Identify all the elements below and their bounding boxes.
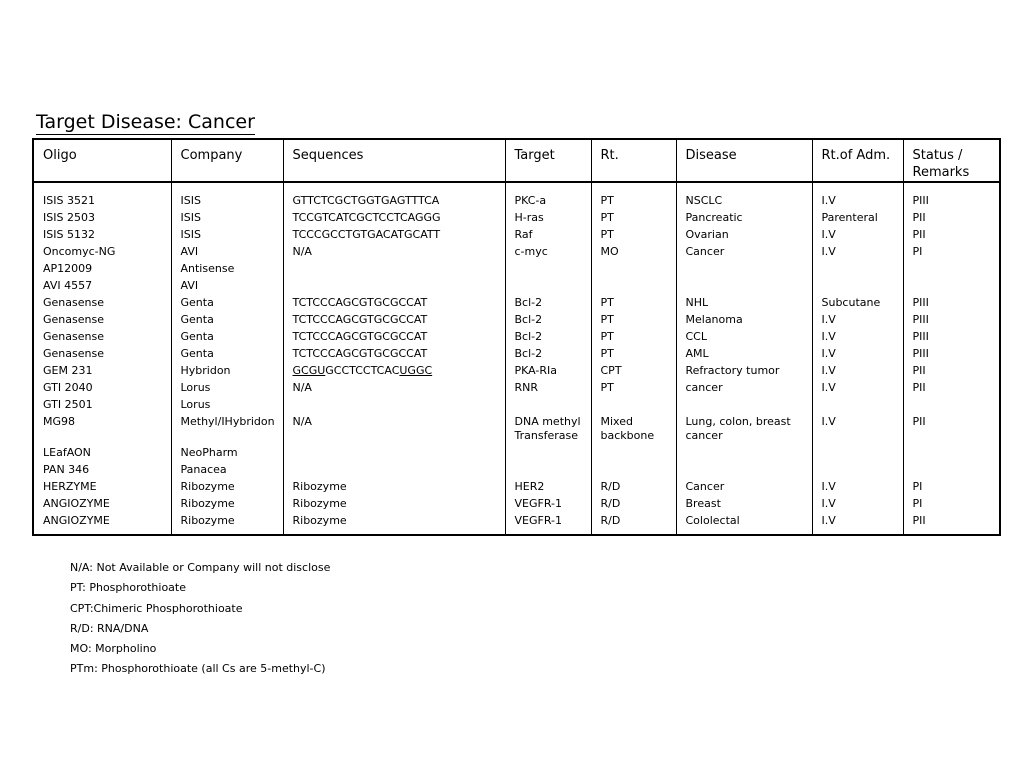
cell-oligo: MG98: [33, 412, 171, 443]
cell-oligo: Genasense: [33, 310, 171, 327]
cell-target: DNA methyl Transferase: [505, 412, 591, 443]
note-item: PT: Phosphorothioate: [70, 581, 186, 595]
cell-disease: Lung, colon, breast cancer: [676, 412, 812, 443]
cell-rt: PT: [591, 344, 676, 361]
cell-disease: [676, 395, 812, 412]
header-disease: Disease: [676, 139, 812, 182]
cell-status: PIII: [912, 296, 929, 309]
cell-target: Bcl-2: [505, 327, 591, 344]
table-row: [33, 208, 1000, 225]
table-row: [33, 327, 1000, 344]
cell-target: RNR: [505, 378, 591, 395]
cell-company: NeoPharm: [171, 443, 283, 460]
cell-sequence: TCTCCCAGCGTGCGCCAT: [283, 327, 505, 344]
abbreviation-notes: [70, 561, 330, 683]
cell-disease: Breast: [676, 494, 812, 511]
cell-status: PIII: [912, 347, 929, 360]
cell-sequence: TCTCCCAGCGTGCGCCAT: [283, 293, 505, 310]
cell-rt: PT: [591, 310, 676, 327]
cell-target: Bcl-2: [505, 293, 591, 310]
cell-disease: Refractory tumor: [676, 361, 812, 378]
note-item: N/A: Not Available or Company will not disclose: [70, 561, 331, 574]
cell-disease: NHL: [676, 293, 812, 310]
cell-company: Panacea: [171, 460, 283, 477]
cell-sequence: TCTCCCAGCGTGCGCCAT: [283, 310, 505, 327]
cell-status: PII: [912, 364, 926, 377]
cell-target: PKA-RIa: [505, 361, 591, 378]
cell-sequence: [283, 395, 505, 412]
cell-disease: Cancer: [676, 477, 812, 494]
cell-target: HER2: [505, 477, 591, 494]
cell-rt: R/D: [591, 511, 676, 535]
cell-disease: CCL: [676, 327, 812, 344]
cell-rt: [591, 276, 676, 293]
cell-company: Hybridon: [171, 361, 283, 378]
cell-disease: Pancreatic: [676, 208, 812, 225]
cell-oligo: GTI 2501: [33, 395, 171, 412]
cell-target: [505, 443, 591, 460]
cell-sequence: Ribozyme: [283, 494, 505, 511]
cell-target: [505, 460, 591, 477]
cell-target: H-ras: [505, 208, 591, 225]
cell-oligo: ANGIOZYME: [33, 494, 171, 511]
cell-company: Antisense: [171, 259, 283, 276]
table-row: [33, 276, 1000, 293]
cell-rt: MO: [591, 242, 676, 259]
cell-company: Genta: [171, 344, 283, 361]
cell-target: VEGFR-1: [505, 511, 591, 535]
cell-company: AVI: [171, 276, 283, 293]
cell-sequence: Ribozyme: [283, 511, 505, 535]
sequence-part: GCCTCCTCAC: [325, 364, 400, 377]
cell-disease: [676, 443, 812, 460]
header-sequences: Sequences: [283, 139, 505, 182]
cell-disease: Ovarian: [676, 225, 812, 242]
cell-rt: PT: [591, 191, 676, 208]
cell-company: Genta: [171, 293, 283, 310]
cell-rt: PT: [591, 225, 676, 242]
cell-rt-of-adm: Parenteral: [812, 208, 903, 225]
cell-sequence: [283, 443, 505, 460]
header-company: Company: [171, 139, 283, 182]
table-row: [33, 443, 1000, 460]
cell-oligo: GTI 2040: [33, 378, 171, 395]
cell-oligo: HERZYME: [33, 477, 171, 494]
cell-disease: [676, 259, 812, 276]
cell-rt: R/D: [591, 494, 676, 511]
cell-rt: [591, 259, 676, 276]
sequence-part: UGGC: [399, 364, 433, 377]
cell-company: AVI: [171, 242, 283, 259]
cell-target: VEGFR-1: [505, 494, 591, 511]
cell-rt: [591, 395, 676, 412]
cell-sequence: N/A: [283, 412, 505, 443]
oligo-table: [32, 138, 1001, 536]
table-row: [33, 293, 1000, 310]
cell-target: [505, 259, 591, 276]
cell-status: [903, 460, 1000, 477]
cell-rt-of-adm: [812, 259, 903, 276]
cell-status: PII: [912, 228, 926, 241]
cell-disease: Cololectal: [676, 511, 812, 535]
cell-disease: AML: [676, 344, 812, 361]
cell-rt-of-adm: I.V: [812, 242, 903, 259]
cell-rt-of-adm: I.V: [812, 477, 903, 494]
cell-company: Genta: [171, 327, 283, 344]
cell-rt: [591, 460, 676, 477]
cell-company: ISIS: [171, 191, 283, 208]
cell-rt: PT: [591, 378, 676, 395]
cell-rt: PT: [591, 208, 676, 225]
cell-rt: Mixed backbone: [591, 412, 676, 443]
cell-status: PIII: [912, 313, 929, 326]
cell-rt-of-adm: I.V: [812, 310, 903, 327]
cell-sequence: [283, 276, 505, 293]
note-item: MO: Morpholino: [70, 642, 157, 656]
table-row: [33, 310, 1000, 327]
cell-oligo: LEafAON: [33, 443, 171, 460]
cell-rt: CPT: [591, 361, 676, 378]
cell-company: ISIS: [171, 208, 283, 225]
header-status-remarks: Status / Remarks: [903, 139, 1000, 182]
table-row: [33, 412, 1000, 443]
cell-oligo: Oncomyc-NG: [33, 242, 171, 259]
cell-status: [903, 395, 1000, 412]
cell-sequence: GTTCTCGCTGGTGAGTTTCA: [283, 191, 505, 208]
cell-status: PII: [912, 211, 926, 224]
table-row: [33, 344, 1000, 361]
cell-status: PII: [912, 415, 926, 428]
cell-status: PI: [912, 245, 923, 258]
header-rt: Rt.: [591, 139, 676, 182]
cell-rt-of-adm: I.V: [812, 412, 903, 443]
cell-company: Lorus: [171, 378, 283, 395]
table-row: [33, 191, 1000, 208]
cell-sequence: TCCGTCATCGCTCCTCAGGG: [283, 208, 505, 225]
cell-status: PII: [912, 381, 926, 394]
cell-oligo: AVI 4557: [33, 276, 171, 293]
cell-status: PII: [912, 514, 926, 527]
cell-company: Lorus: [171, 395, 283, 412]
cell-disease: cancer: [676, 378, 812, 395]
cell-disease: [676, 460, 812, 477]
cell-rt: PT: [591, 293, 676, 310]
cell-sequence: N/A: [283, 242, 505, 259]
cell-rt-of-adm: I.V: [812, 494, 903, 511]
cell-status: [903, 276, 1000, 293]
cell-target: [505, 276, 591, 293]
cell-status: [903, 259, 1000, 276]
table-header-row: [33, 139, 1000, 182]
table-row: [33, 361, 1000, 378]
cell-sequence: TCCCGCCTGTGACATGCATT: [283, 225, 505, 242]
table-row: [33, 242, 1000, 259]
cell-rt-of-adm: I.V: [812, 327, 903, 344]
cell-oligo: Genasense: [33, 327, 171, 344]
cell-disease: Cancer: [676, 242, 812, 259]
cell-company: Ribozyme: [171, 511, 283, 535]
cell-rt-of-adm: I.V: [812, 511, 903, 535]
cell-sequence: TCTCCCAGCGTGCGCCAT: [283, 344, 505, 361]
cell-oligo: GEM 231: [33, 361, 171, 378]
cell-target: [505, 395, 591, 412]
cell-status: PI: [912, 480, 923, 493]
cell-sequence: Ribozyme: [283, 477, 505, 494]
table-row: [33, 395, 1000, 412]
cell-oligo: ISIS 5132: [33, 225, 171, 242]
cell-sequence: N/A: [283, 378, 505, 395]
cell-target: Bcl-2: [505, 344, 591, 361]
note-item: CPT:Chimeric Phosphorothioate: [70, 601, 243, 615]
note-item: PTm: Phosphorothioate (all Cs are 5-methyl-C): [70, 662, 326, 676]
table-row: [33, 460, 1000, 477]
cell-sequence: [283, 259, 505, 276]
cell-rt-of-adm: I.V: [812, 344, 903, 361]
cell-rt: PT: [591, 327, 676, 344]
sequence-part: GCGU: [292, 364, 326, 377]
page-title: Target Disease: Cancer: [36, 111, 255, 133]
header-rt-of-adm: Rt.of Adm.: [812, 139, 903, 182]
cell-target: Bcl-2: [505, 310, 591, 327]
cell-target: PKC-a: [505, 191, 591, 208]
cell-target: Raf: [505, 225, 591, 242]
note-item: R/D: RNA/DNA: [70, 621, 149, 635]
cell-oligo: ANGIOZYME: [33, 511, 171, 535]
cell-company: Ribozyme: [171, 477, 283, 494]
cell-rt-of-adm: I.V: [812, 378, 903, 395]
cell-rt-of-adm: [812, 443, 903, 460]
cell-rt-of-adm: [812, 460, 903, 477]
cell-company: Methyl/IHybridon: [171, 412, 283, 443]
cell-oligo: PAN 346: [33, 460, 171, 477]
cell-oligo: ISIS 2503: [33, 208, 171, 225]
cell-sequence: [283, 460, 505, 477]
cell-status: PIII: [912, 330, 929, 343]
cell-disease: Melanoma: [676, 310, 812, 327]
cell-rt: R/D: [591, 477, 676, 494]
cell-oligo: ISIS 3521: [33, 191, 171, 208]
cell-status: PI: [912, 497, 923, 510]
table-row: [33, 511, 1000, 535]
cell-oligo: Genasense: [33, 344, 171, 361]
cell-sequence: [283, 361, 505, 378]
cell-disease: [676, 276, 812, 293]
cell-rt-of-adm: [812, 395, 903, 412]
cell-company: Genta: [171, 310, 283, 327]
cell-target: c-myc: [505, 242, 591, 259]
header-oligo: Oligo: [33, 139, 171, 182]
table-row: [33, 378, 1000, 395]
cell-oligo: Genasense: [33, 293, 171, 310]
table-row: [33, 225, 1000, 242]
cell-status: [903, 443, 1000, 460]
table-row: [33, 494, 1000, 511]
cell-rt-of-adm: [812, 276, 903, 293]
cell-company: ISIS: [171, 225, 283, 242]
table-row: [33, 259, 1000, 276]
cell-rt-of-adm: I.V: [812, 225, 903, 242]
cell-rt: [591, 443, 676, 460]
table-row: [33, 477, 1000, 494]
cell-status: PIII: [912, 194, 929, 207]
header-target: Target: [505, 139, 591, 182]
cell-company: Ribozyme: [171, 494, 283, 511]
cell-rt-of-adm: Subcutane: [812, 293, 903, 310]
cell-rt-of-adm: I.V: [812, 191, 903, 208]
cell-rt-of-adm: I.V: [812, 361, 903, 378]
cell-disease: NSCLC: [676, 191, 812, 208]
cell-oligo: AP12009: [33, 259, 171, 276]
